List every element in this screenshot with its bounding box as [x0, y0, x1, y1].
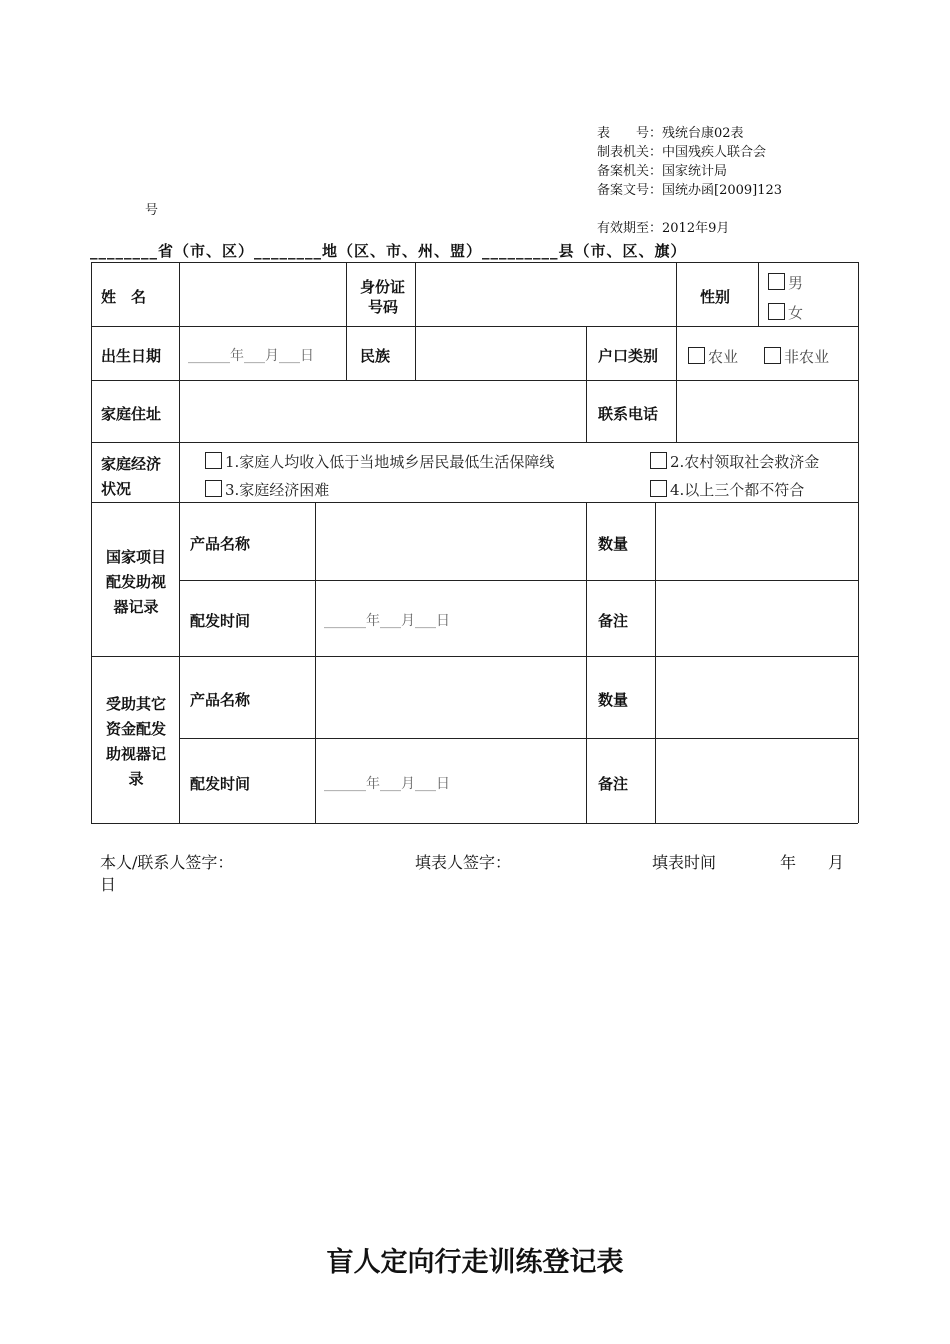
address-field[interactable]	[180, 381, 586, 442]
national-product-label: 产品名称	[190, 535, 251, 553]
economy-3-checkbox[interactable]	[205, 480, 222, 497]
economy-label-line2: 状况	[101, 480, 132, 498]
other-product-label: 产品名称	[190, 691, 251, 709]
national-qty-field[interactable]	[656, 503, 858, 580]
filing-document-number: 备案文号：国统办函[2009]123	[597, 183, 783, 198]
national-label-line3: 器记录	[113, 598, 159, 616]
id-number-label-line2: 号码	[368, 298, 399, 316]
valid-until: 有效期至：2012年9月	[597, 221, 730, 236]
hukou-option-non-agricultural[interactable]	[764, 346, 829, 367]
national-issue-date-field[interactable]: ______年___月___日	[324, 613, 450, 629]
phone-field[interactable]	[677, 381, 858, 442]
other-issue-time-label: 配发时间	[190, 775, 251, 793]
other-qty-label: 数量	[598, 691, 629, 709]
national-product-field[interactable]	[316, 503, 586, 580]
other-label-line1: 受助其它	[105, 695, 166, 713]
economy-4-checkbox[interactable]	[650, 480, 667, 497]
name-label: 姓 名	[101, 288, 147, 306]
other-product-field[interactable]	[316, 657, 586, 738]
hukou-option-agricultural[interactable]	[688, 346, 738, 367]
agricultural-checkbox[interactable]	[688, 347, 705, 364]
national-project-label	[103, 545, 169, 620]
national-issue-time-label: 配发时间	[190, 612, 251, 630]
male-label: 男	[788, 274, 804, 292]
other-label-line4: 录	[128, 770, 144, 788]
male-checkbox[interactable]	[768, 273, 785, 290]
filing-agency: 备案机关：国家统计局	[597, 164, 728, 179]
economy-3-label: 3.家庭经济困难	[225, 481, 330, 499]
gender-option-male[interactable]	[768, 272, 803, 293]
address-label: 家庭住址	[101, 405, 162, 423]
non-agricultural-checkbox[interactable]	[764, 347, 781, 364]
female-checkbox[interactable]	[768, 303, 785, 320]
document-number-suffix: 号	[145, 203, 159, 218]
next-form-title: 盲人定向行走训练登记表	[326, 1247, 624, 1278]
birth-date-field[interactable]: ______年___月___日	[188, 348, 314, 364]
economy-1-checkbox[interactable]	[205, 452, 222, 469]
economy-option-3[interactable]	[205, 479, 329, 500]
phone-label: 联系电话	[598, 405, 659, 423]
other-issue-date-field[interactable]: ______年___月___日	[324, 776, 450, 792]
economy-2-label: 2.农村领取社会救济金	[670, 453, 820, 471]
economy-4-label: 4.以上三个都不符合	[670, 481, 805, 499]
national-remark-field[interactable]	[656, 581, 858, 656]
economy-option-2[interactable]	[650, 451, 819, 472]
ethnicity-label: 民族	[360, 347, 391, 365]
economy-1-label: 1.家庭人均收入低于当地城乡居民最低生活保障线	[225, 453, 555, 471]
filler-signature-label: 填表人签字：	[415, 853, 512, 872]
id-number-field[interactable]	[416, 263, 676, 326]
economy-2-checkbox[interactable]	[650, 452, 667, 469]
region-line: ________省（市、区）________地（区、市、州、盟）_________县（市、区、旗）	[90, 242, 687, 260]
fill-year-label: 年	[780, 853, 797, 872]
national-label-line1: 国家项目	[105, 548, 166, 566]
other-funding-label	[103, 692, 169, 792]
name-field[interactable]	[180, 263, 346, 326]
fill-month-label: 月	[828, 853, 845, 872]
other-label-line3: 助视器记	[105, 745, 166, 763]
other-label-line2: 资金配发	[105, 720, 166, 738]
ethnicity-field[interactable]	[416, 327, 586, 380]
self-signature-label: 本人/联系人签字：	[100, 853, 234, 872]
id-number-label-line1: 身份证	[360, 278, 406, 296]
hukou-label: 户口类别	[598, 347, 659, 365]
economy-label-line1: 家庭经济	[101, 455, 162, 473]
agricultural-label: 农业	[708, 348, 739, 366]
national-remark-label: 备注	[598, 612, 629, 630]
fill-time-label: 填表时间	[652, 853, 717, 872]
national-qty-label: 数量	[598, 535, 629, 553]
economy-option-1[interactable]	[205, 451, 554, 472]
economy-option-4[interactable]	[650, 479, 804, 500]
gender-option-female[interactable]	[768, 302, 803, 323]
female-label: 女	[788, 304, 804, 322]
issuing-agency: 制表机关：中国残疾人联合会	[597, 145, 767, 160]
birth-date-label: 出生日期	[101, 347, 162, 365]
other-qty-field[interactable]	[656, 657, 858, 738]
non-agricultural-label: 非农业	[784, 348, 830, 366]
other-remark-label: 备注	[598, 775, 629, 793]
gender-label: 性别	[700, 288, 731, 306]
other-remark-field[interactable]	[656, 739, 858, 823]
national-label-line2: 配发助视	[105, 573, 166, 591]
fill-day-label: 日	[100, 875, 117, 894]
table-number: 表 号：残统台康02表	[597, 126, 744, 141]
